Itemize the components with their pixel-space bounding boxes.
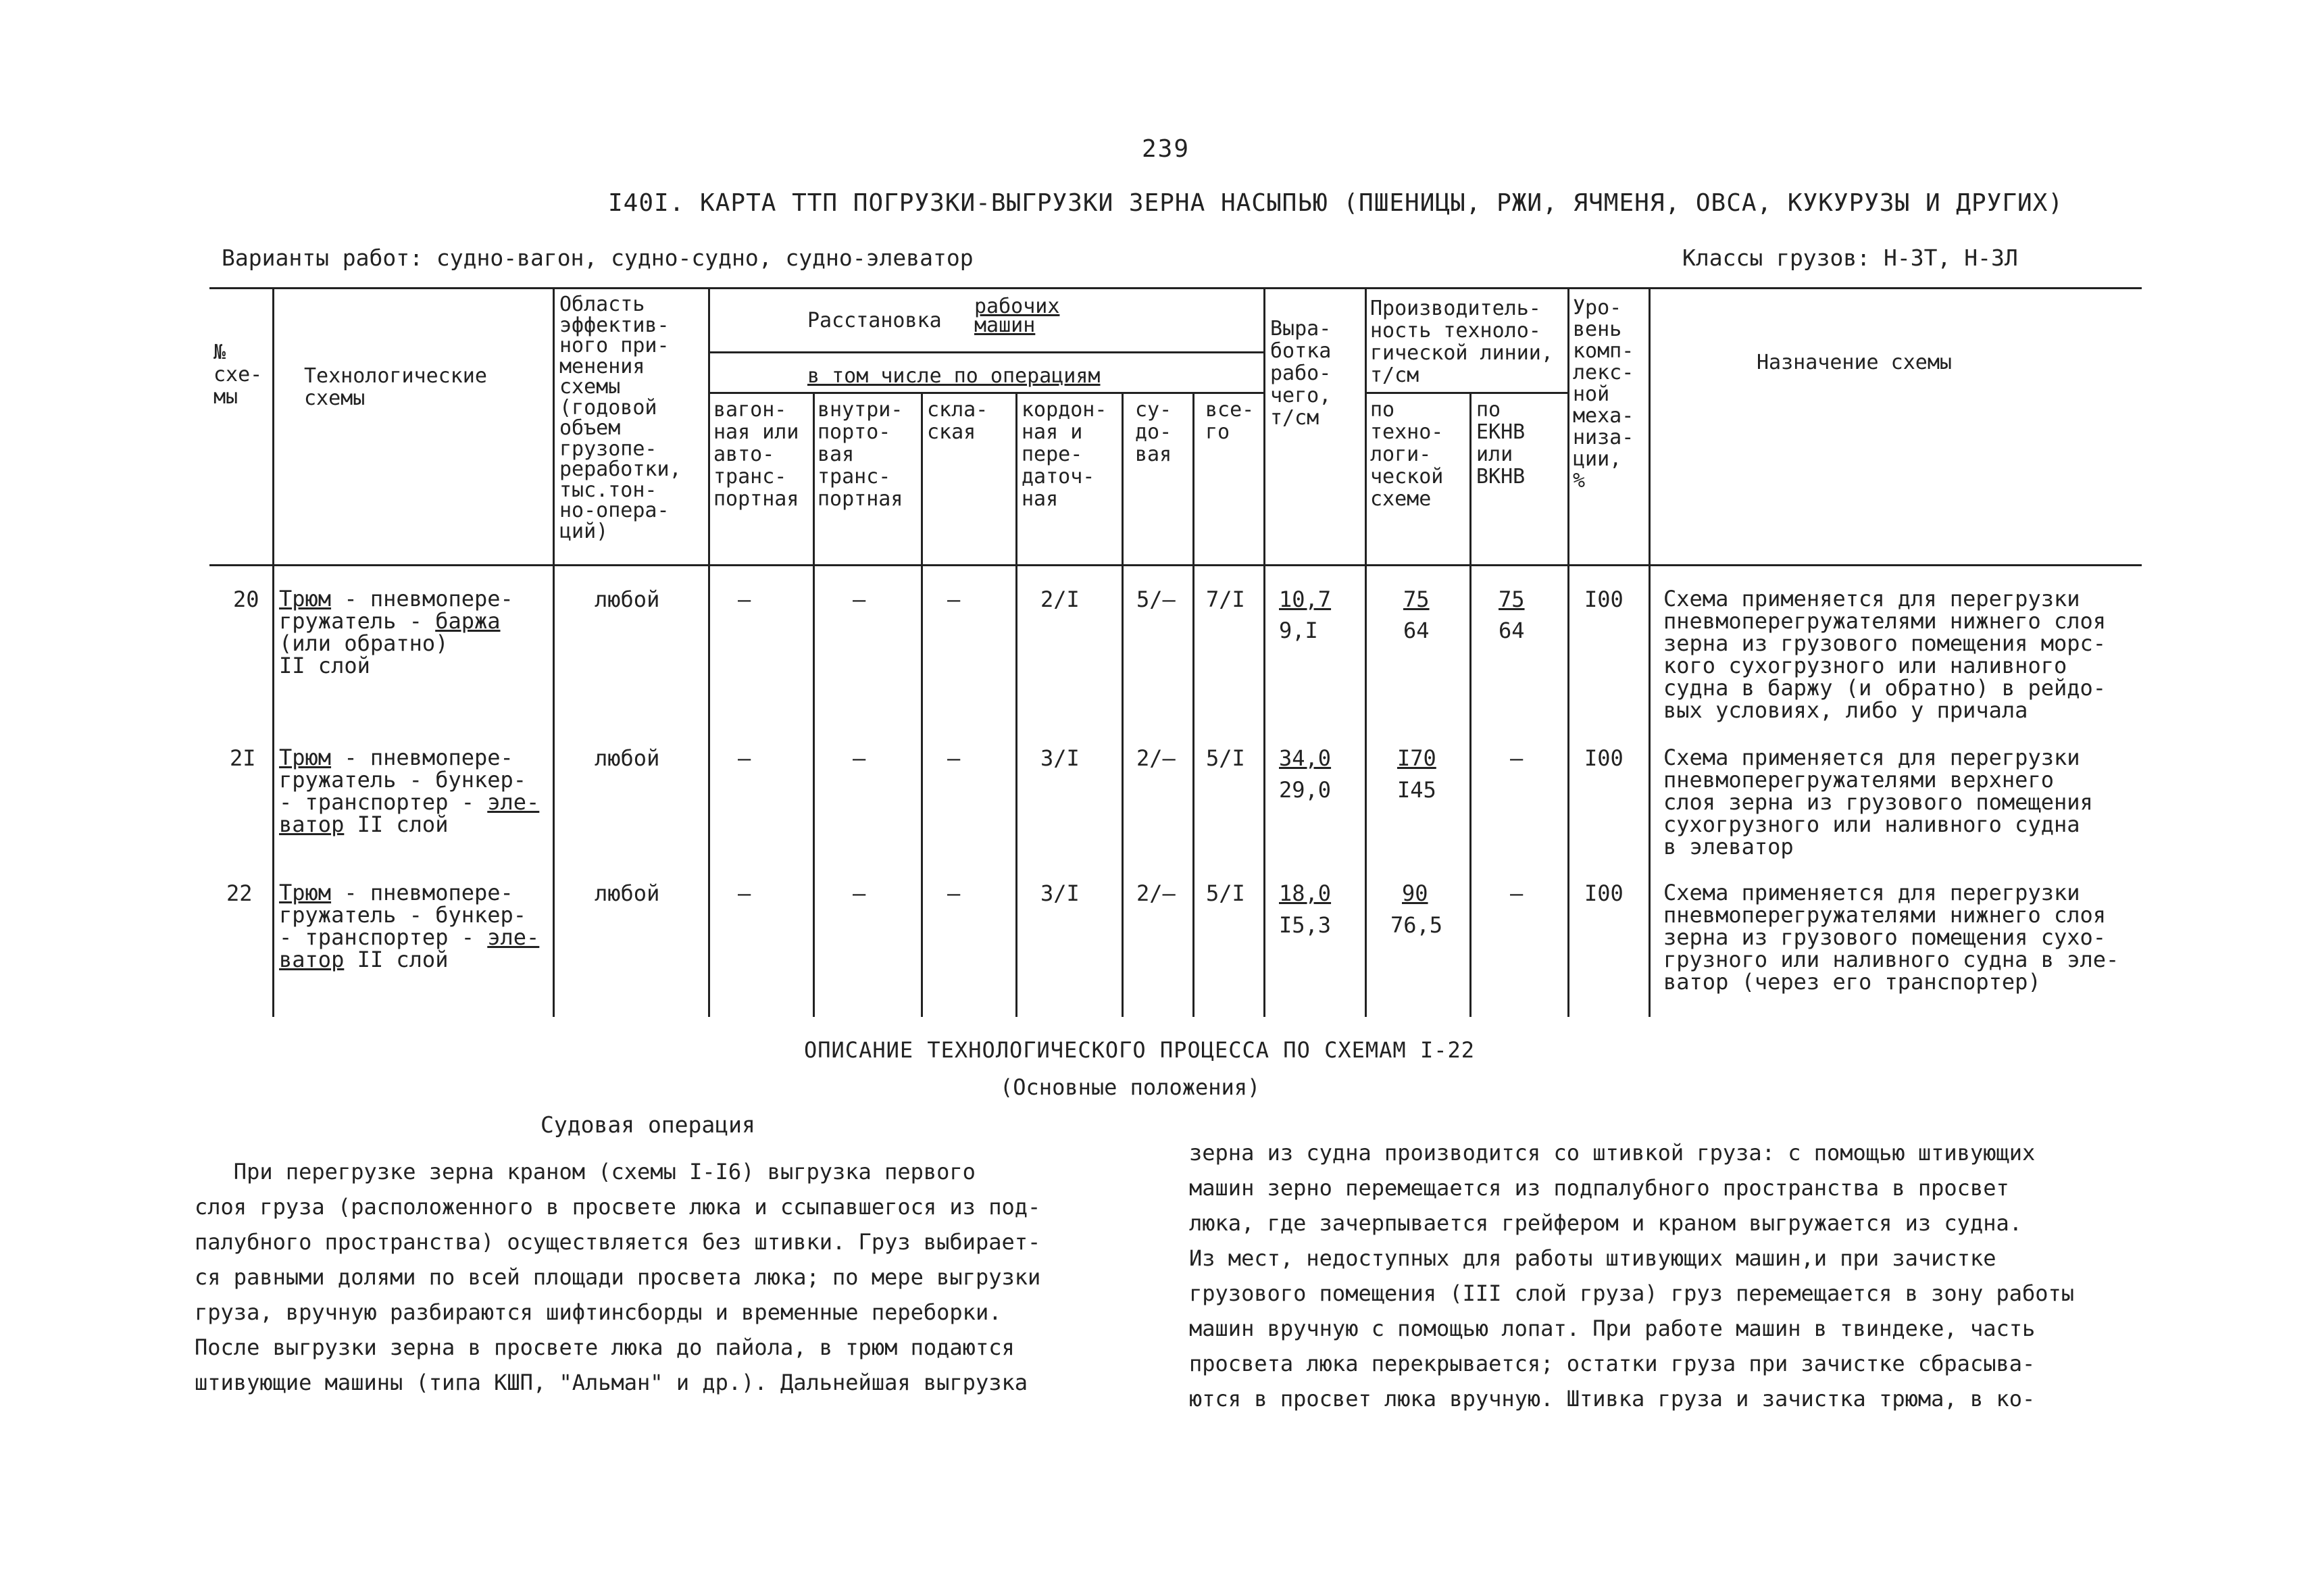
row-output-top: 34,0 — [1279, 745, 1332, 771]
row-wagon: – — [738, 587, 751, 612]
scheme-tail: II слой — [344, 812, 449, 837]
header-application-area: Область эффектив- ного при- менения схемы (годовой объем грузопе- реработки, тыс.тон- но-опера- ций) — [559, 293, 682, 543]
row-prod-scheme-top: 75 — [1403, 587, 1430, 612]
header-ship: су- до- вая — [1135, 398, 1172, 466]
description-subtitle: (Основные положения) — [1000, 1074, 1261, 1100]
productivity-divider — [1365, 392, 1567, 394]
table-top-border — [209, 287, 2142, 289]
scheme-middle: - пневмопере- гружатель - бункер- - транспортер - — [279, 745, 527, 815]
work-variants: Варианты работ: судно-вагон, судно-судно, судно-элеватор — [222, 245, 974, 271]
row-warehouse: – — [947, 587, 961, 612]
col-line-8 — [1192, 392, 1194, 1017]
cargo-classes: Классы грузов: Н-3Т, Н-3Л — [1682, 245, 2018, 271]
header-including-ops: в том числе по операциям — [807, 364, 1101, 388]
row-prod-scheme-bottom: 64 — [1403, 618, 1430, 643]
col-line-12 — [1567, 287, 1569, 1017]
col-line-1 — [272, 287, 274, 1017]
col-line-3 — [708, 287, 710, 1017]
row-warehouse: – — [947, 745, 961, 771]
row-purpose: Схема применяется для перегрузки пневмоперегружателями нижнего слоя зерна из грузового помещения морс- кого сухогрузного или наливного судна в баржу (и обратно) в рейдо- вых условиях, либо у причала — [1663, 586, 2107, 723]
row-ship: 2/– — [1136, 745, 1176, 771]
header-output: Выра- ботка рабо- чего, т/см — [1270, 317, 1332, 430]
section-heading: Судовая операция — [540, 1112, 755, 1138]
scheme-start: Трюм — [279, 880, 332, 905]
row-inner: – — [853, 880, 866, 906]
row-prod-eknv: – — [1510, 745, 1524, 771]
row-number: 20 — [233, 587, 259, 612]
row-scheme — [279, 882, 539, 971]
col-line-6 — [1015, 392, 1017, 1017]
header-cordon: кордон- ная и пере- даточ- ная — [1022, 398, 1107, 511]
row-area: любой — [595, 587, 660, 612]
header-schemes: Технологические схемы — [304, 364, 487, 410]
row-prod-eknv-top: 75 — [1499, 587, 1525, 612]
col-line-11 — [1469, 392, 1472, 1017]
col-line-7 — [1122, 392, 1124, 1017]
row-mechanization: I00 — [1584, 745, 1624, 771]
ops-divider — [708, 392, 1263, 394]
scheme-middle: - пневмопере- гружатель - бункер- - транспортер - — [279, 880, 527, 950]
row-area: любой — [595, 880, 660, 906]
row-prod-scheme-top: 90 — [1402, 880, 1428, 906]
header-by-scheme: по техно- логи- ческой схеме — [1370, 398, 1444, 511]
row-total: 7/I — [1206, 587, 1245, 612]
row-total: 5/I — [1206, 745, 1245, 771]
col-line-9 — [1263, 287, 1265, 1017]
header-wagon: вагон- ная или авто- транс- портная — [713, 398, 799, 511]
row-output-top: 10,7 — [1279, 587, 1332, 612]
row-inner: – — [853, 745, 866, 771]
row-scheme — [279, 747, 539, 836]
row-prod-scheme-bottom: 76,5 — [1390, 912, 1443, 938]
scheme-tail: II слой — [344, 947, 449, 972]
row-prod-scheme-top: I70 — [1397, 745, 1436, 771]
row-number: 2I — [230, 745, 256, 771]
header-scheme-number: № схе- мы — [213, 341, 263, 409]
header-working-machines: рабочих машин — [974, 295, 1060, 337]
row-output-bottom: 29,0 — [1279, 777, 1332, 803]
scheme-start: Трюм — [279, 745, 332, 770]
row-wagon: – — [738, 880, 751, 906]
row-cordon: 2/I — [1040, 587, 1080, 612]
scheme-tail: (или обратно) II слой — [279, 630, 449, 678]
row-ship: 2/– — [1136, 880, 1176, 906]
col-line-13 — [1649, 287, 1651, 1017]
page-number: 239 — [1142, 135, 1190, 163]
description-title: ОПИСАНИЕ ТЕХНОЛОГИЧЕСКОГО ПРОЦЕССА ПО СХЕМАМ I-22 — [804, 1037, 1476, 1063]
row-output-bottom: I5,3 — [1279, 912, 1332, 938]
left-paragraph: При перегрузке зерна краном (схемы I-I6) выгрузка первого слоя груза (расположенного в просвете люка и ссыпавшегося из под- палубного пространства) осуществляется без штивки. Груз выбирает- ся равными долями по всей площади просвета люка; по мере выгрузки груза, вручную разбираются шифтинсборды и временные переборки. После выгрузки зерна в просвете люка до пайола, в трюм подаются штивующие машины (типа КШП, "Альман" и др.). Дальнейшая выгрузка — [195, 1159, 1041, 1395]
row-warehouse: – — [947, 880, 961, 906]
header-mechanization-level: Уро- вень комп- лекс- ной меха- низа- ции, % — [1573, 296, 1634, 493]
row-area: любой — [595, 745, 660, 771]
placement-divider — [708, 351, 1263, 353]
row-wagon: – — [738, 745, 751, 771]
header-total: все- го — [1205, 398, 1255, 444]
row-mechanization: I00 — [1584, 587, 1624, 612]
header-purpose: Назначение схемы — [1757, 351, 1952, 374]
header-bottom-border — [209, 564, 2142, 566]
header-inner-port: внутри- порто- вая транс- портная — [818, 398, 903, 511]
row-purpose: Схема применяется для перегрузки пневмоперегружателями верхнего слоя зерна из грузового помещения сухогрузного или наливного судна в элеватор — [1663, 745, 2093, 859]
col-line-5 — [921, 392, 923, 1017]
header-by-eknv: по ЕКНВ или ВКНВ — [1476, 398, 1526, 489]
col-line-10 — [1365, 287, 1367, 1017]
row-output-bottom: 9,I — [1279, 618, 1318, 643]
row-inner: – — [853, 587, 866, 612]
row-scheme — [279, 588, 513, 677]
header-placement — [807, 309, 954, 332]
placement-label: Расстановка — [807, 309, 954, 332]
scheme-middle: - пневмопере- гружатель - — [279, 586, 513, 634]
scheme-start: Трюм — [279, 586, 332, 612]
row-mechanization: I00 — [1584, 880, 1624, 906]
row-prod-eknv: – — [1510, 880, 1524, 906]
row-number: 22 — [226, 880, 253, 906]
row-prod-eknv-bottom: 64 — [1499, 618, 1525, 643]
row-purpose: Схема применяется для перегрузки пневмоперегружателями нижнего слоя зерна из грузового помещения сухо- грузного или наливного судна в эле- ватор (через его транспортер) — [1663, 880, 2119, 995]
row-output-top: 18,0 — [1279, 880, 1332, 906]
scheme-end: эле- ватор — [279, 789, 540, 837]
scheme-end: эле- ватор — [279, 924, 540, 972]
scheme-end: баржа — [435, 608, 501, 634]
row-total: 5/I — [1206, 880, 1245, 906]
row-prod-scheme-bottom: I45 — [1397, 777, 1436, 803]
row-ship: 5/– — [1136, 587, 1176, 612]
col-line-4 — [813, 392, 815, 1017]
right-paragraph: зерна из судна производится со штивкой груза: с помощью штивующих машин зерно перемещается из подпалубного пространства в просвет люка, где зачерпывается грейфером и краном выгружается из судна. Из мест, недоступных для работы штивующих машин,и при зачистке грузового помещения (III слой груза) груз перемещается в зону работы машин вручную с помощью лопат. При работе машин в твиндеке, часть просвета люка перекрывается; остатки груза при зачистке сбрасыва- ются в просвет люка вручную. Штивка груза и зачистка трюма, в ко- — [1189, 1140, 2075, 1412]
row-cordon: 3/I — [1040, 880, 1080, 906]
header-productivity: Производитель- ность техноло- гической линии, т/см — [1370, 297, 1553, 387]
header-warehouse: скла- ская — [927, 398, 988, 444]
document-title: I40I. КАРТА ТТП ПОГРУЗКИ-ВЫГРУЗКИ ЗЕРНА НАСЫПЬЮ (ПШЕНИЦЫ, РЖИ, ЯЧМЕНЯ, ОВСА, КУКУРУЗЫ И ДРУГИХ) — [608, 189, 2064, 217]
col-line-2 — [553, 287, 555, 1017]
row-cordon: 3/I — [1040, 745, 1080, 771]
